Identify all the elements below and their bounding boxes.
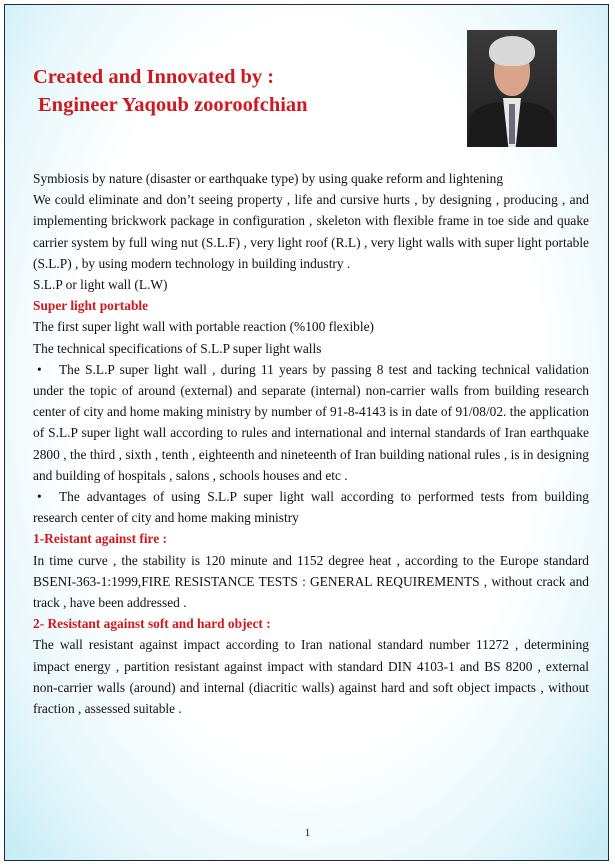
bullet-text: The S.L.P super light wall , during 11 years by passing 8 test and tacking technical validation under the topic of around (external) and separate (internal) non-carrier walls from building research center of city and home making ministry by number of 91-8-4143 is in date of 91/08/02. the application of S.L.P super light wall according to rules and international and internal standards of Iran earthquake 2800 , the third , sixth , tenth , eighteenth and nineteenth of Iran building national rules , is in designing and building of hospitals , salons , schools houses and etc . xyxy=(33,361,589,483)
bullet-text: The advantages of using S.L.P super light wall according to performed tests from building research center of city and home making ministry xyxy=(33,489,589,526)
photo-hair xyxy=(489,36,535,66)
page-number: 1 xyxy=(304,827,311,839)
bullet-icon: • xyxy=(37,489,42,505)
document-body xyxy=(33,168,589,719)
photo-tie xyxy=(509,104,515,144)
document-page xyxy=(4,4,609,861)
heading-fire-resistance: 1-Reistant against fire : xyxy=(33,531,168,547)
bullet-item-validation xyxy=(33,359,589,486)
author-photo xyxy=(467,30,557,147)
paragraph-description: We could eliminate and don’t seeing property , life and cursive hurts , by designing , producing , and implementing brickwork package in configuration , skeleton with flexible frame in toe side and quake carrier system by full wing nut (S.L.F) , very light roof (R.L) , very light walls with super light portable (S.L.P) , by using modern technology in building industry . xyxy=(33,192,589,271)
paragraph-impact: The wall resistant against impact according to Iran national standard number 11272 , determining impact energy , partition resistant against impact with standard DIN 4103-1 and BS 8200 , external non-carrier walls (around) and internal (diacritic walls) against hard and soft object impacts , without fraction , assessed suitable . xyxy=(33,637,589,717)
paragraph-fire: In time curve , the stability is 120 minute and 1152 degree heat , according to the Europe standard BSENI-363-1:1999,FIRE RESISTANCE TESTS : GENERAL REQUIREMENTS , without crack and track , have been addressed . xyxy=(33,552,589,611)
paragraph-specifications: The technical specifications of S.L.P super light walls xyxy=(33,340,322,356)
paragraph-first-wall: The first super light wall with portable reaction (%100 flexible) xyxy=(33,319,374,335)
page-title xyxy=(33,63,308,119)
title-line-2: Engineer Yaqoub zooroofchian xyxy=(38,94,308,116)
bullet-item-advantages xyxy=(33,486,589,528)
bullet-icon: • xyxy=(37,361,42,377)
paragraph-intro: Symbiosis by nature (disaster or earthquake type) by using quake reform and lightening xyxy=(33,171,504,186)
heading-impact-resistance: 2- Resistant against soft and hard object : xyxy=(33,616,271,632)
heading-super-light-portable: Super light portable xyxy=(33,298,149,314)
paragraph-slp-definition: S.L.P or light wall (L.W) xyxy=(33,277,168,293)
title-line-1: Created and Innovated by : xyxy=(33,66,275,88)
